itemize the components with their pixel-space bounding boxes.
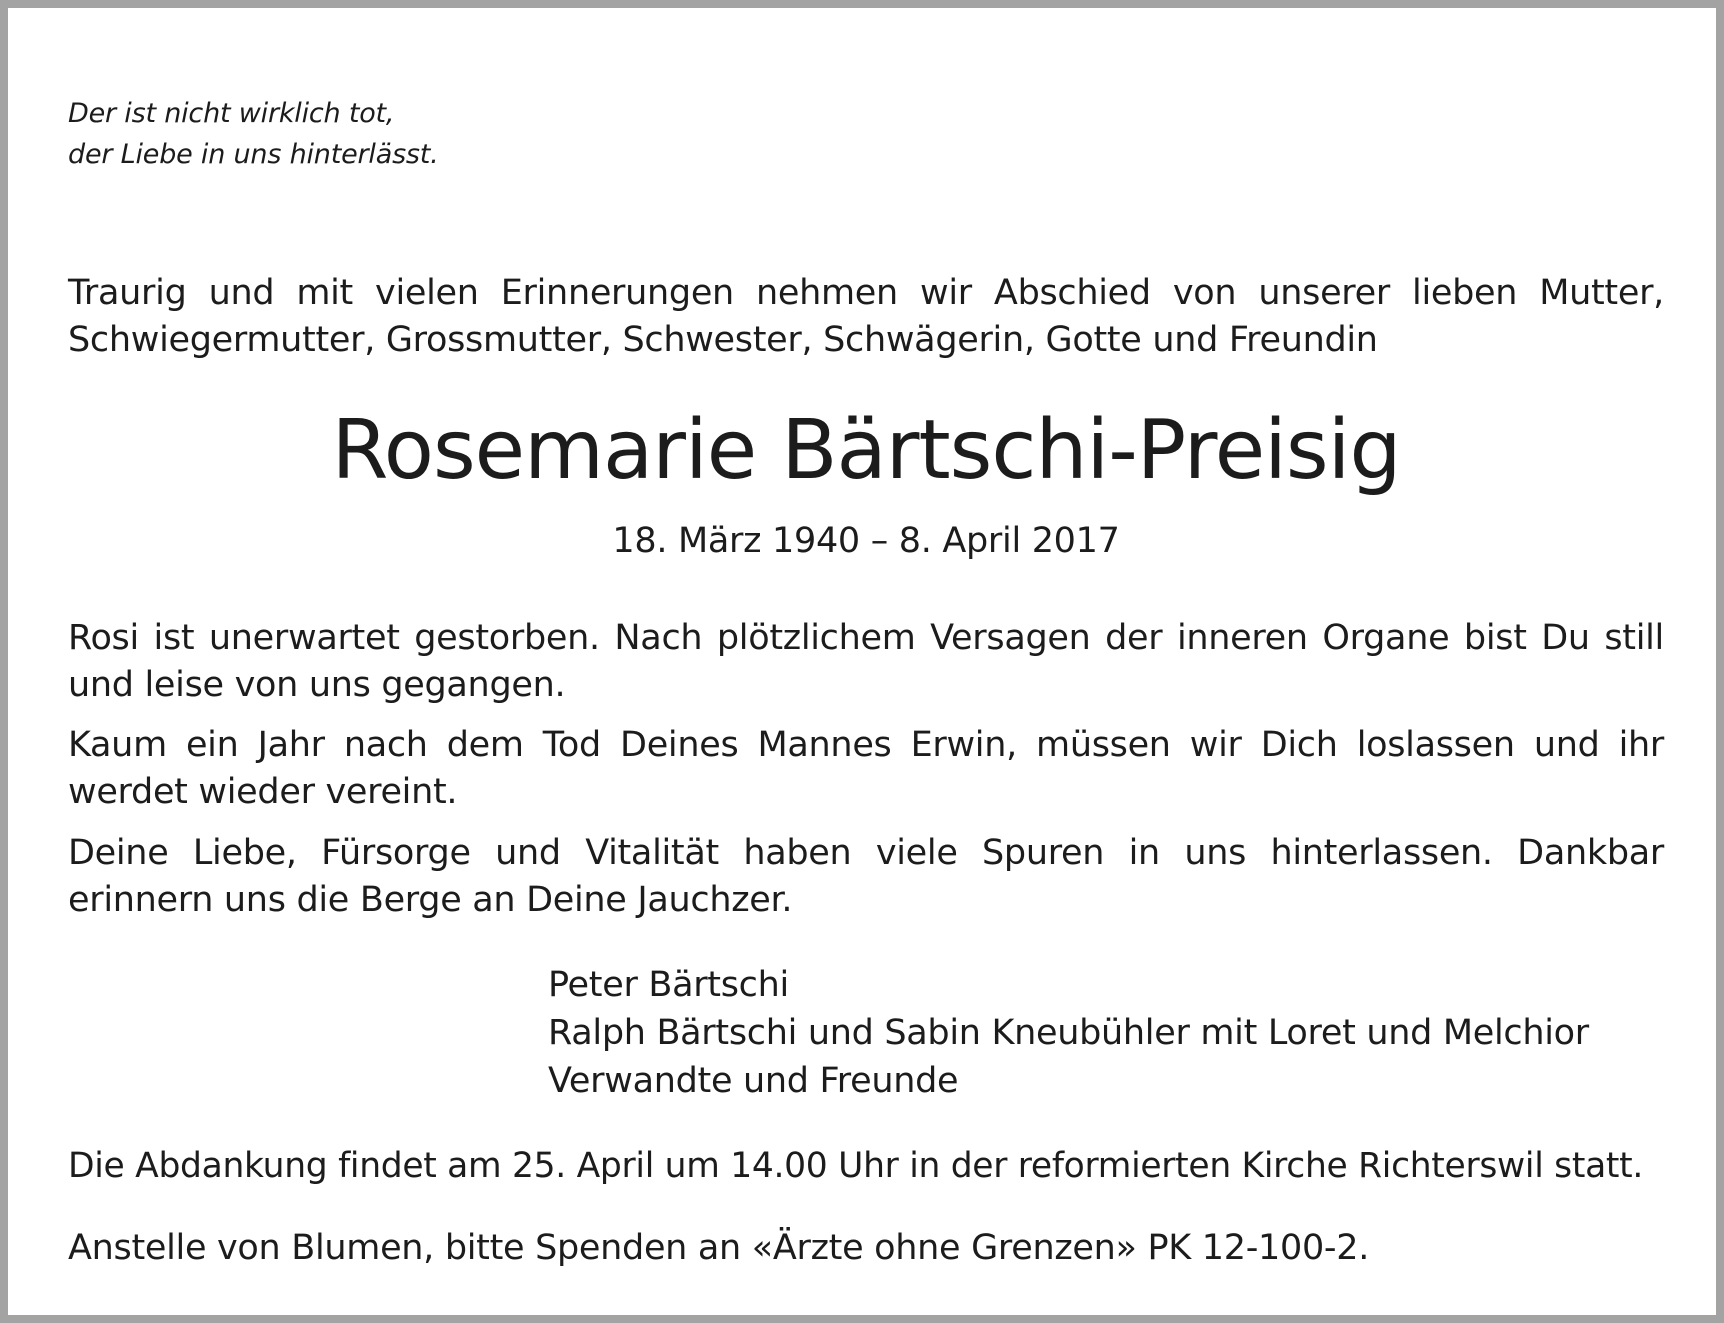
paragraph-memories: [68, 830, 1664, 924]
motto-line: Der ist nicht wirklich tot,: [68, 98, 395, 129]
intro-line: Traurig und mit vielen Erinnerungen nehmen wir Abschied von unserer lieben Mutter,: [68, 273, 1664, 313]
paragraph-death: [68, 615, 1664, 709]
service-notice: Die Abdankung findet am 25. April um 14.00 Uhr in der reformierten Kirche Richterswil statt.: [68, 1146, 1644, 1186]
paragraph-line: erinnern uns die Berge an Deine Jauchzer.: [68, 880, 793, 920]
paragraph-line: Deine Liebe, Fürsorge und Vitalität haben viele Spuren in uns hinterlassen. Dankbar: [68, 833, 1664, 873]
motto-line: der Liebe in uns hinterlässt.: [68, 139, 439, 170]
paragraph-husband: [68, 722, 1664, 816]
paragraph-line: und leise von uns gegangen.: [68, 665, 566, 705]
life-dates: 18. März 1940 – 8. April 2017: [612, 521, 1120, 561]
signer-line: Verwandte und Freunde: [548, 1061, 959, 1101]
paragraph-line: Rosi ist unerwartet gestorben. Nach plötzlichem Versagen der inneren Organe bist Du still: [68, 618, 1664, 658]
signer-line: Ralph Bärtschi und Sabin Kneubühler mit Loret und Melchior: [548, 1013, 1589, 1053]
signers-list: [548, 961, 1589, 1105]
donation-notice: Anstelle von Blumen, bitte Spenden an «Ärzte ohne Grenzen» PK 12-100-2.: [68, 1228, 1370, 1268]
paragraph-line: Kaum ein Jahr nach dem Tod Deines Mannes Erwin, müssen wir Dich loslassen und ihr: [68, 725, 1664, 765]
motto-quote: [68, 93, 439, 175]
signer-line: Peter Bärtschi: [548, 965, 789, 1005]
intro-paragraph: [68, 270, 1664, 364]
deceased-name: Rosemarie Bärtschi-Preisig: [331, 403, 1401, 498]
intro-line: Schwiegermutter, Grossmutter, Schwester, Schwägerin, Gotte und Freundin: [68, 320, 1378, 360]
paragraph-line: werdet wieder vereint.: [68, 772, 458, 812]
